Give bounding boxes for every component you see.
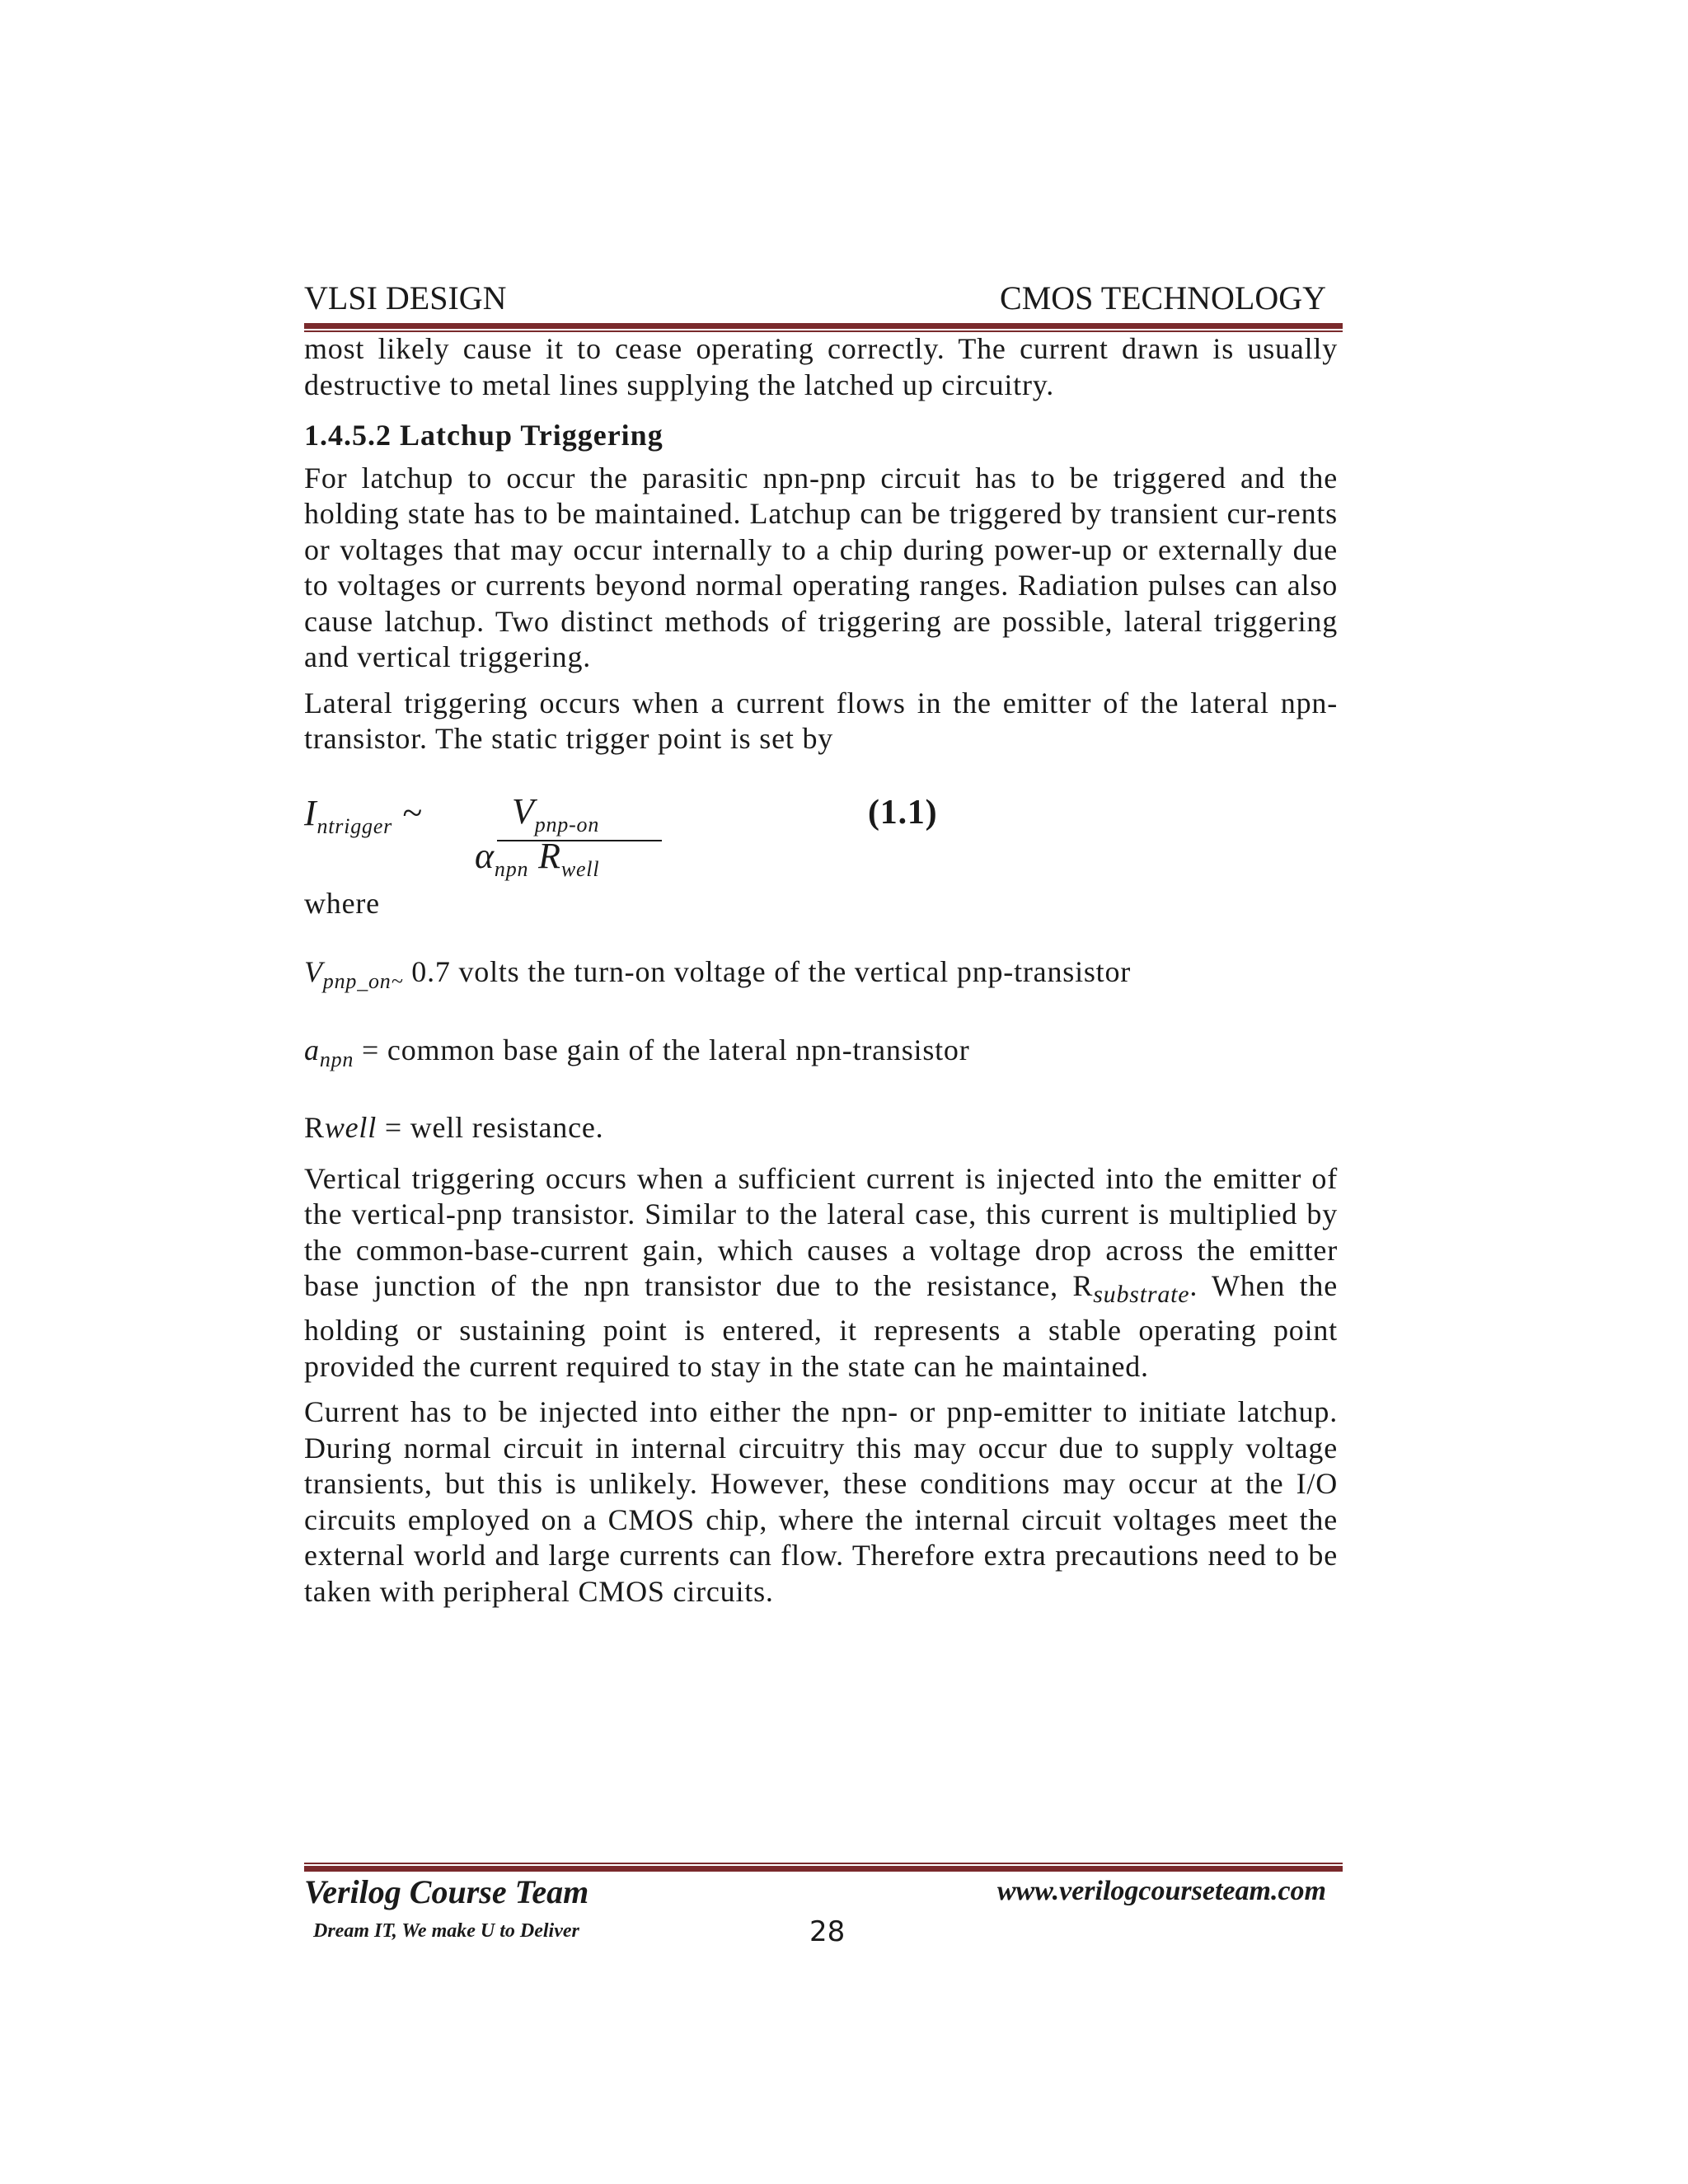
def-vpnp-subscript: pnp_on~	[322, 969, 404, 994]
equation-lhs-subscript: ntrigger	[316, 813, 393, 838]
equation-alpha-subscript: npn	[494, 856, 529, 881]
equation-1-1	[304, 790, 1338, 886]
paragraph-current-injection: Current has to be injected into either the npn- or pnp-emitter to initiate latchup. During normal circuit in internal circuitry this may occur due to supply voltage transients, but this is unlikely. However, these conditions may occur at the I/O circuits employed on a CMOS chip, where the internal circuit voltages meet the external world and large currents can flow. Therefore extra precautions need to be taken with peripheral CMOS circuits.	[304, 1395, 1338, 1608]
page-body	[304, 331, 1338, 1619]
paragraph-lateral-triggering: Lateral triggering occurs when a current flows in the emitter of the lateral npn-transistor. The static trigger point is set by	[304, 686, 1338, 755]
def-rwell-symbol: R	[304, 1111, 325, 1145]
p3-after: . When the holding or sustaining point is entered, it represents a stable operating point provided the current required to stay in the state can he maintained.	[304, 1269, 1338, 1383]
def-anpn-text: = common base gain of the lateral npn-transistor	[354, 1033, 970, 1066]
def-vpnp-value: 0.7	[403, 955, 451, 988]
page-number: 28	[809, 1915, 846, 1948]
equation-lhs-symbol: I	[304, 792, 317, 833]
section-heading: 1.4.5.2 Latchup Triggering	[304, 419, 663, 452]
equation-number: (1.1)	[868, 793, 938, 832]
footer-rule-thick	[304, 1866, 1343, 1872]
def-rwell-text: = well resistance.	[377, 1111, 604, 1145]
p3-before: Vertical triggering occurs when a sufficient current is injected into the emitter of the vertical-pnp transistor. Similar to the lateral case, this current is multiplied by the common-base-current gain, which causes a voltage drop across the emitter base junction of the npn transistor due to the resistance, R	[304, 1161, 1338, 1303]
header-rule-thick	[304, 323, 1343, 329]
def-vpnp-symbol: V	[304, 955, 323, 988]
equation-numerator-symbol: V	[512, 790, 535, 832]
equation-numerator-subscript: pnp-on	[534, 812, 600, 837]
paragraph-intro: most likely cause it to cease operating correctly. The current drawn is usually destructive to metal lines supplying the latched up circuitry.	[304, 332, 1338, 401]
footer-tagline: Dream IT, We make U to Deliver	[313, 1920, 579, 1942]
def-vpnp-text: volts the turn-on voltage of the vertical pnp-transistor	[450, 955, 1132, 988]
equation-lhs	[304, 792, 423, 844]
definition-rwell	[304, 1110, 1338, 1146]
definition-anpn	[304, 1033, 1338, 1078]
footer-url: www.verilogcourseteam.com	[996, 1876, 1326, 1906]
equation-denominator	[475, 835, 600, 887]
equation-approx: ~	[392, 792, 423, 833]
equation-r: R	[538, 835, 561, 876]
p3-substrate-subscript: substrate	[1093, 1281, 1190, 1309]
paragraph-latchup-triggering: For latchup to occur the parasitic npn-pnp circuit has to be triggered and the holding state has to be maintained. Latchup can be triggered by transient cur-rents or voltages that may occur internally to a chip during power-up or externally due to voltages or currents beyond normal operating ranges. Radiation pulses can also cause latchup. Two distinct methods of triggering are possible, lateral triggering and vertical triggering.	[304, 461, 1338, 673]
paragraph-vertical-triggering	[304, 1161, 1338, 1385]
equation-alpha: α	[475, 835, 495, 876]
where-label: where	[304, 886, 380, 920]
header-left-title: VLSI DESIGN	[304, 279, 507, 316]
def-rwell-italic: well	[324, 1111, 377, 1145]
header-right-title: CMOS TECHNOLOGY	[1000, 279, 1326, 316]
footer-rule-thin	[304, 1863, 1343, 1864]
def-anpn-symbol: a	[304, 1033, 320, 1066]
footer-team: Verilog Course Team	[304, 1873, 589, 1910]
equation-r-subscript: well	[560, 856, 600, 881]
definition-vpnp	[304, 954, 1338, 1000]
def-anpn-subscript: npn	[319, 1047, 354, 1071]
